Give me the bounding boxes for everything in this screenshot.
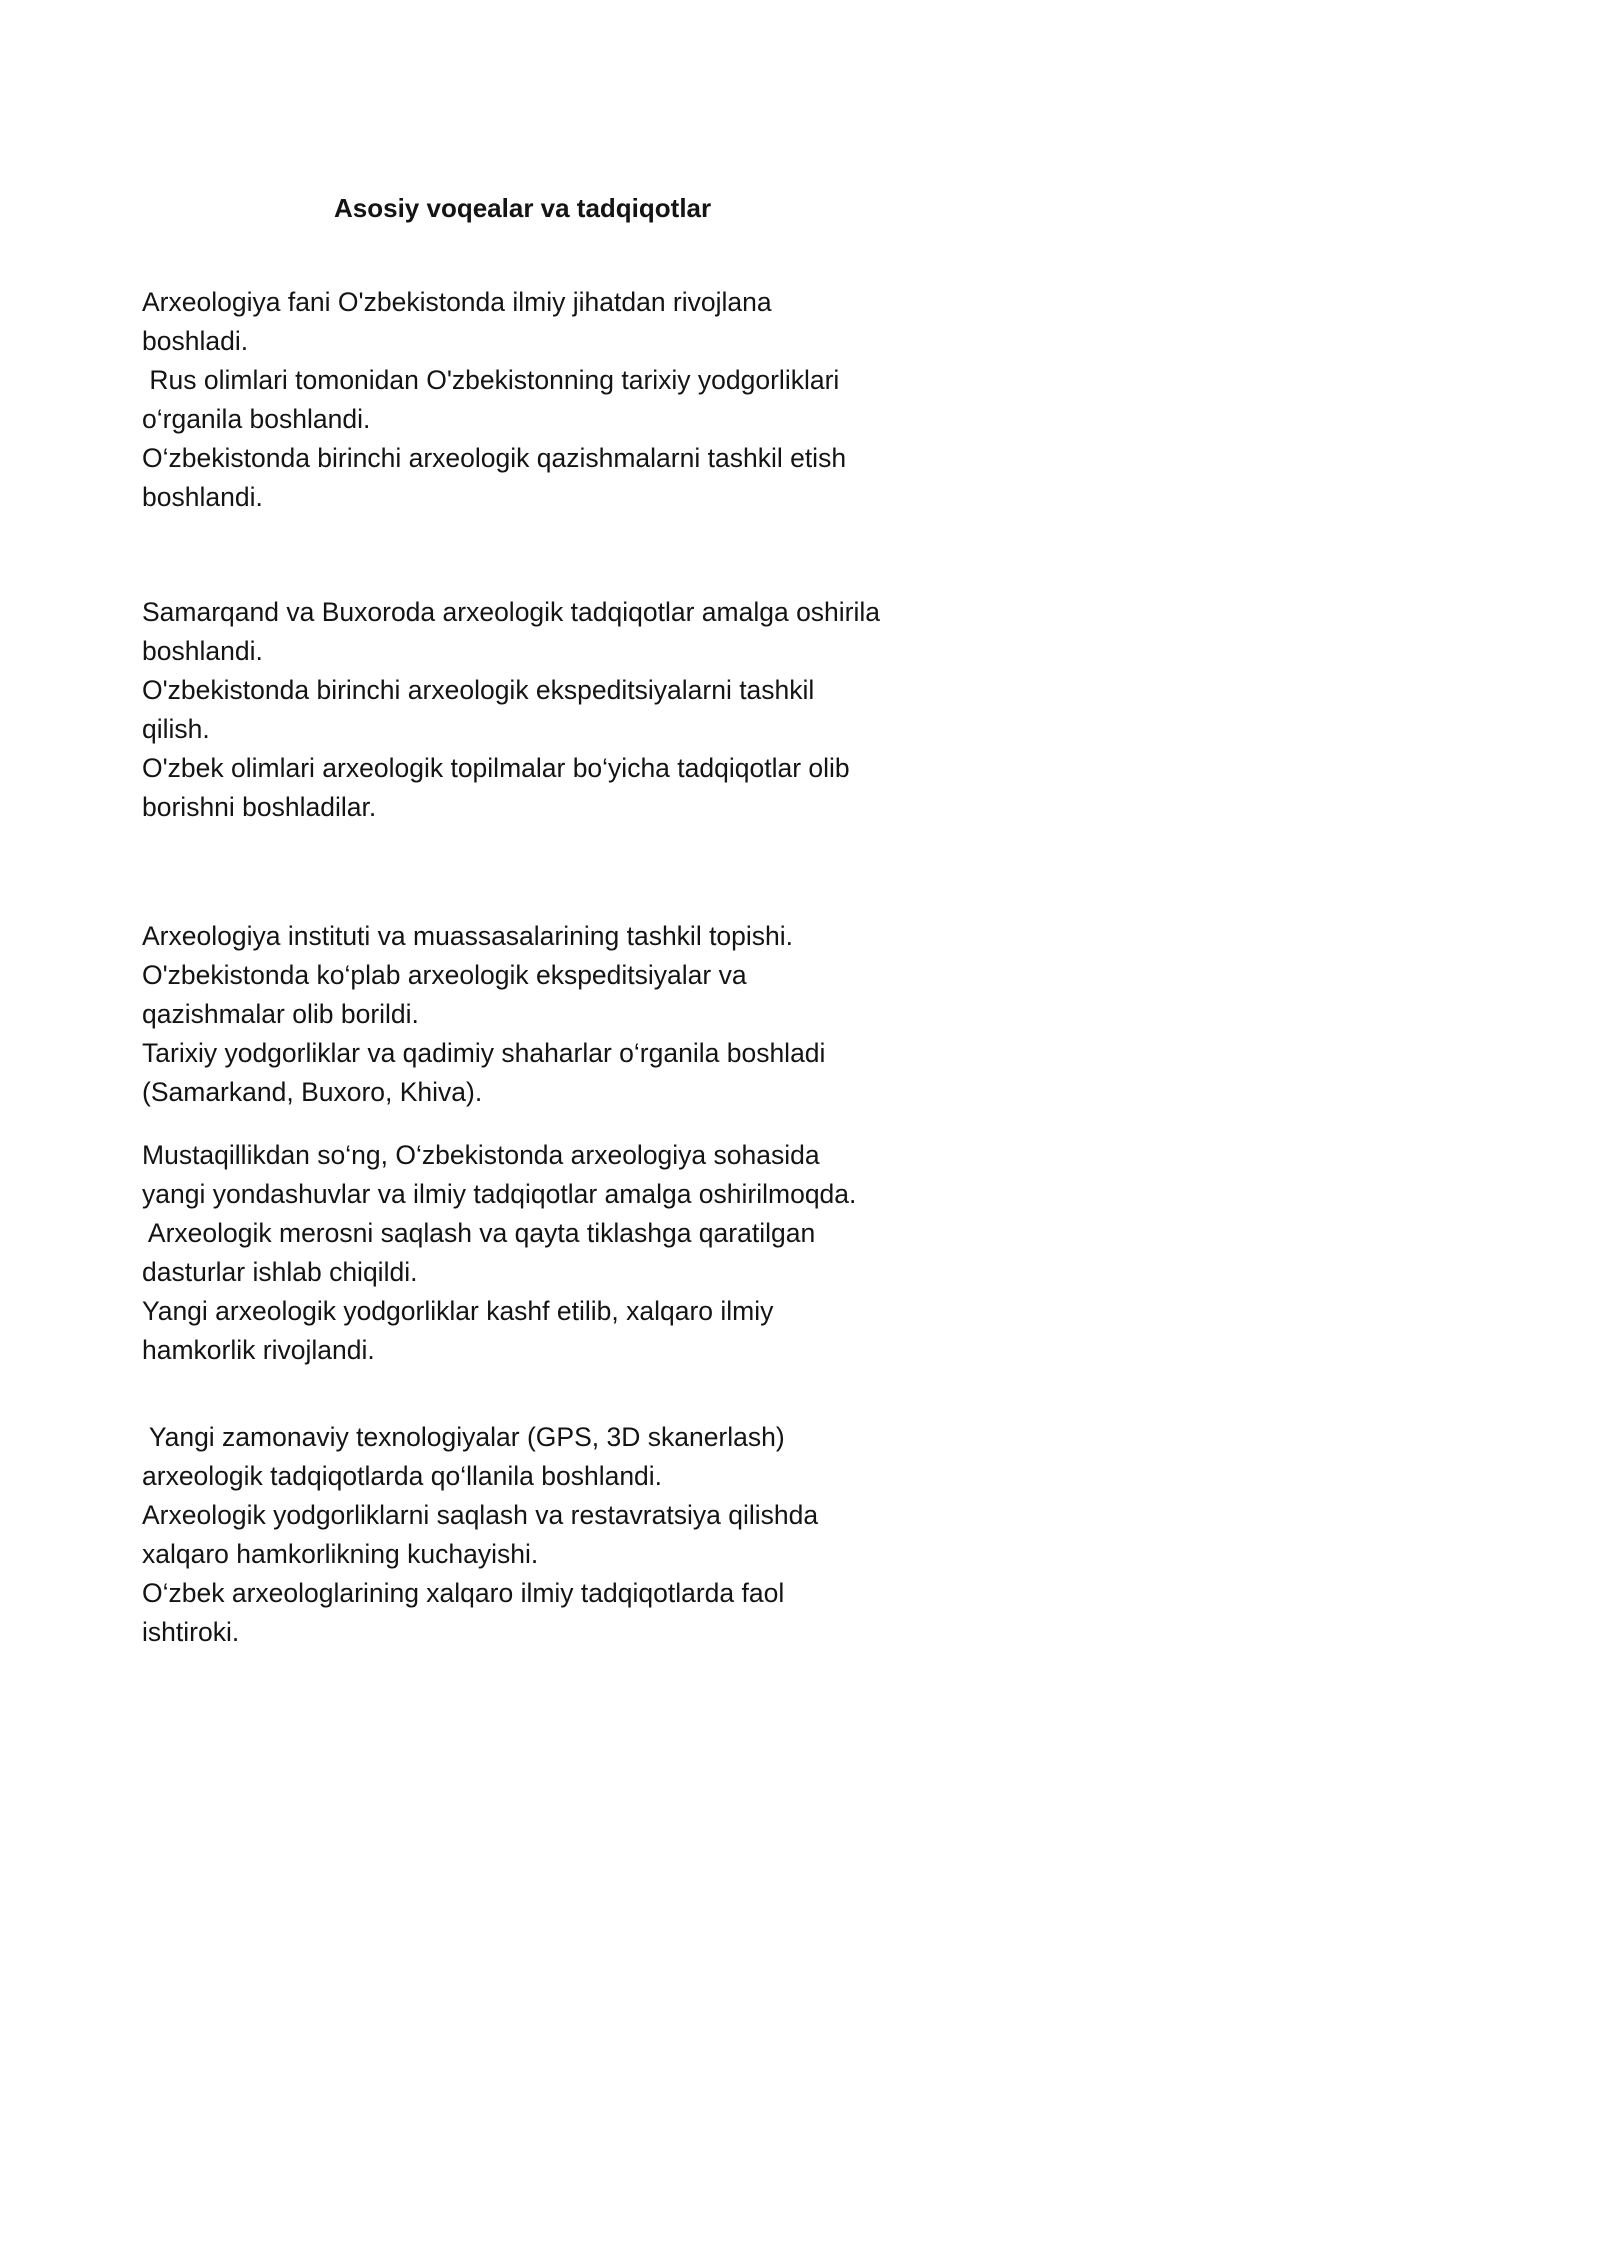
paragraph-1 [142, 283, 962, 517]
text-line: Arxeologiya fani O'zbekistonda ilmiy jihatdan rivojlana [142, 287, 772, 317]
text-line: O‘zbekistonda birinchi arxeologik qazishmalarni tashkil etish [142, 443, 847, 473]
text-line: arxeologik tadqiqotlarda qo‘llanila boshlandi. [142, 1461, 663, 1491]
text-line: qazishmalar olib borildi. [142, 999, 419, 1029]
text-line: Rus olimlari tomonidan O'zbekistonning tarixiy yodgorliklari [142, 365, 840, 395]
page-title: Asosiy voqealar va tadqiqotlar [334, 193, 712, 223]
text-line: O'zbekistonda ko‘plab arxeologik ekspeditsiyalar va [142, 960, 747, 990]
text-line: hamkorlik rivojlandi. [142, 1335, 375, 1365]
text-line: borishni boshladilar. [142, 792, 377, 822]
text-line: O‘zbek arxeologlarining xalqaro ilmiy tadqiqotlarda faol [142, 1578, 785, 1608]
text-line: Arxeologik merosni saqlash va qayta tiklashga qaratilgan [142, 1218, 816, 1248]
text-line: yangi yondashuvlar va ilmiy tadqiqotlar amalga oshirilmoqda. [142, 1179, 857, 1209]
text-line: Tarixiy yodgorliklar va qadimiy shaharlar o‘rganila boshladi [142, 1038, 826, 1068]
paragraph-2 [142, 593, 962, 827]
text-line: ishtiroki. [142, 1617, 240, 1647]
text-line: boshlandi. [142, 636, 263, 666]
text-line: o‘rganila boshlandi. [142, 404, 371, 434]
text-line: boshladi. [142, 326, 249, 356]
text-line: xalqaro hamkorlikning kuchayishi. [142, 1539, 539, 1569]
text-line: O'zbekistonda birinchi arxeologik ekspeditsiyalarni tashkil [142, 675, 815, 705]
text-line: Samarqand va Buxoroda arxeologik tadqiqotlar amalga oshirila [142, 597, 881, 627]
text-line: Arxeologik yodgorliklarni saqlash va restavratsiya qilishda [142, 1500, 819, 1530]
text-line: boshlandi. [142, 482, 263, 512]
text-line: Yangi arxeologik yodgorliklar kashf etilib, xalqaro ilmiy [142, 1296, 774, 1326]
paragraph-5 [142, 1418, 962, 1652]
text-line: Mustaqillikdan so‘ng, O‘zbekistonda arxeologiya sohasida [142, 1140, 820, 1170]
paragraph-4 [142, 1136, 962, 1370]
text-line: O'zbek olimlari arxeologik topilmalar bo‘yicha tadqiqotlar olib [142, 753, 850, 783]
text-line: Arxeologiya instituti va muassasalarining tashkil topishi. [142, 921, 794, 951]
text-line: dasturlar ishlab chiqildi. [142, 1257, 418, 1287]
text-line: Yangi zamonaviy texnologiyalar (GPS, 3D skanerlash) [142, 1422, 785, 1452]
paragraph-3 [142, 917, 962, 1112]
text-line: qilish. [142, 714, 210, 744]
text-line: (Samarkand, Buxoro, Khiva). [142, 1077, 483, 1107]
